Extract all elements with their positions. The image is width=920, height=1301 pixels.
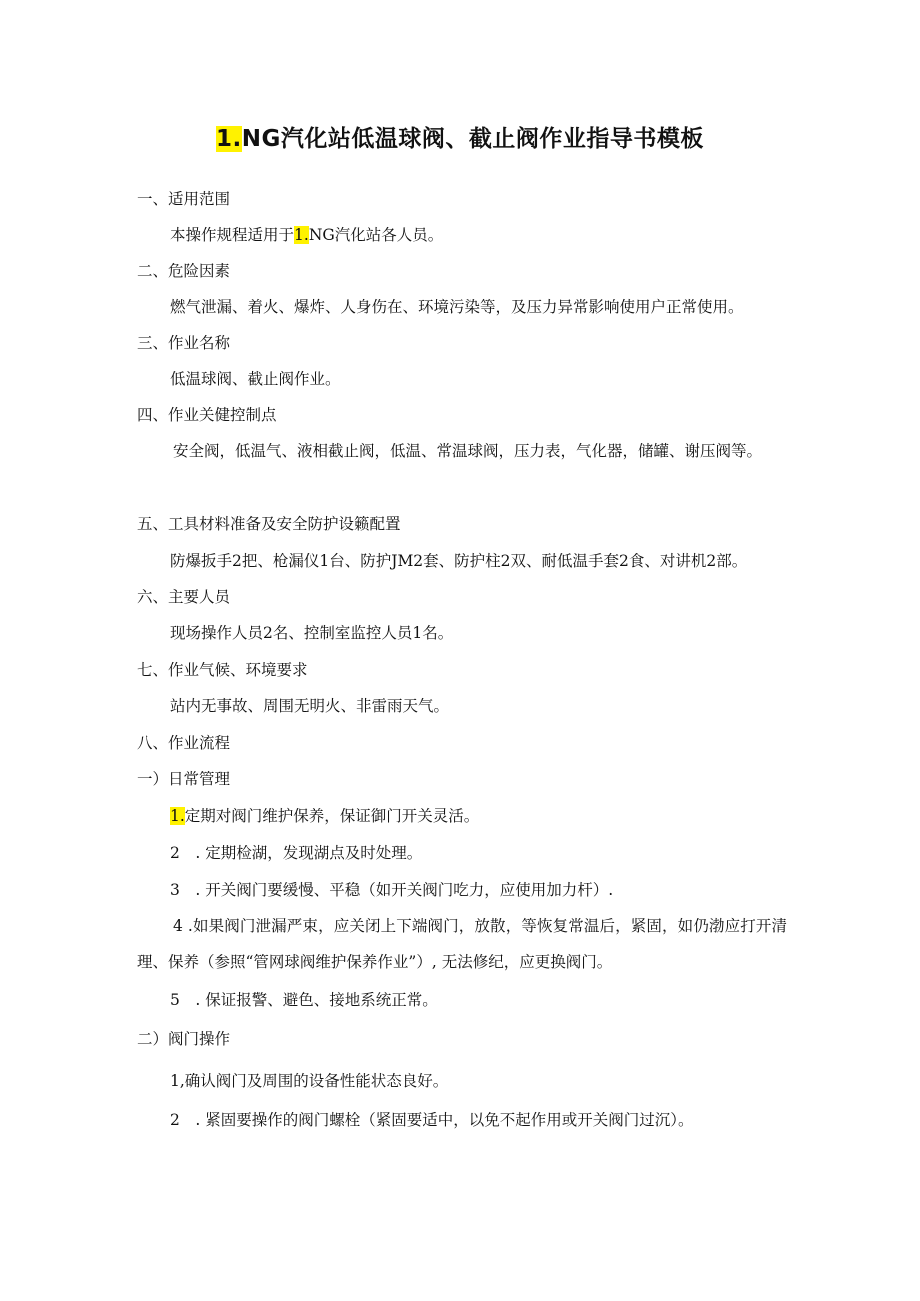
section-2-text: 燃气泄漏、着火、爆炸、人身伤在、环境污染等，及压力异常影响使用户正常使用。	[170, 298, 744, 316]
valve-item-2: 2 . 紧固要操作的阀门螺栓（紧固要适中，以免不起作用或开关阀门过沉）。	[170, 1111, 694, 1129]
daily-item-3: 3 . 开关阀门要缓慢、平稳（如开关阀门吃力，应使用加力杆）.	[170, 881, 614, 899]
daily-item-1-highlight: 1.	[170, 807, 185, 825]
daily-item-4: 4 .如果阀门泄漏严束，应关闭上下端阀门，放散，等恢复常温后，紧固，如仍渤应打开清理、保养（参照“管网球阀维护保养作业”）, 无法修纪，应更换阀门。	[137, 917, 787, 971]
section-5-text: 防爆扳手2把、枪漏仪1台、防护JM2套、防护柱2双、耐低温手套2食、对讲机2部。	[170, 552, 748, 570]
section-7-heading: 七、作业气候、环境要求	[137, 661, 308, 679]
subsection-1-heading: 一）日常管理	[137, 770, 231, 788]
section-4-heading: 四、作业关健控制点	[137, 406, 277, 424]
title-text: NG汽化站低温球阀、截止阀作业指导书模板	[241, 126, 704, 152]
section-5-heading: 五、工具材料准备及安全防护设籁配置	[137, 515, 401, 533]
subsection-2-heading: 二）阀门操作	[137, 1030, 231, 1048]
daily-item-2: 2 . 定期检湖，发现湖点及时处理。	[170, 844, 423, 862]
section-3-text: 低温球阀、截止阀作业。	[170, 370, 341, 388]
section-1-heading: 一、适用范围	[137, 190, 231, 208]
valve-item-1: 1,确认阀门及周围的设备性能状态良好。	[170, 1072, 449, 1090]
daily-item-5: 5 . 保证报警、避色、接地系统正常。	[170, 991, 438, 1009]
section-4-text: 安全阀，低温气、液相截止阀，低温、常温球阀，压力表，气化器，储罐、谢压阀等。	[173, 442, 763, 460]
section-6-heading: 六、主要人员	[137, 588, 231, 606]
section-1-text: 本操作规程适用于1.NG汽化站各人员。	[170, 226, 444, 244]
title-highlight: 1.	[216, 126, 242, 152]
document-title	[0, 120, 920, 153]
section-2-heading: 二、危险因素	[137, 262, 231, 280]
daily-item-1: 1.定期对阀门维护保养，保证御门开关灵活。	[170, 807, 480, 825]
section-8-heading: 八、作业流程	[137, 734, 231, 752]
section-3-heading: 三、作业名称	[137, 334, 231, 352]
section-6-text: 现场操作人员2名、控制室监控人员1名。	[170, 624, 454, 642]
section-1-highlight: 1.	[294, 226, 309, 244]
section-7-text: 站内无事故、周围无明火、非雷雨天气。	[170, 697, 450, 715]
